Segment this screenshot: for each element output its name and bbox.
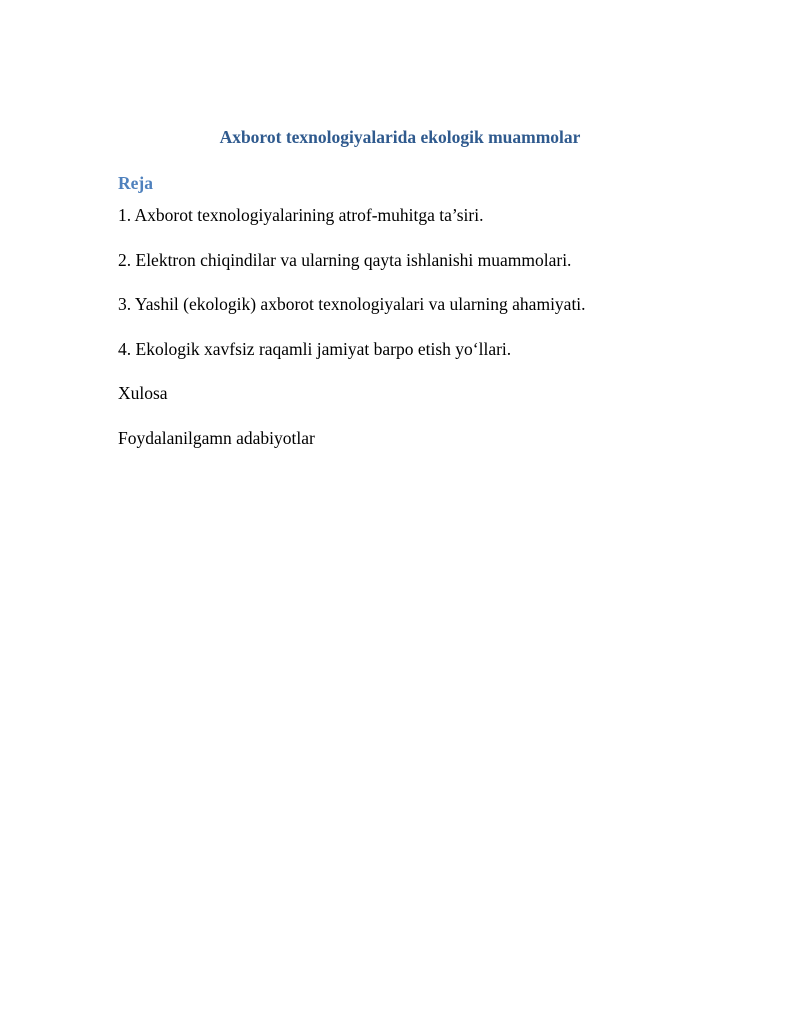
plan-heading: Reja xyxy=(118,173,153,193)
document-title: Axborot texnologiyalarida ekologik muammolar xyxy=(219,127,581,147)
plan-item-4: 4. Ekologik xavfsiz raqamli jamiyat barpo etish yo‘llari. xyxy=(118,338,512,359)
plan-item-references: Foydalanilgamn adabiyotlar xyxy=(118,427,315,448)
plan-item-2: 2. Elektron chiqindilar va ularning qayta ishlanishi muammolari. xyxy=(118,249,572,270)
plan-item-conclusion: Xulosa xyxy=(118,383,168,403)
plan-item-1: 1. Axborot texnologiyalarining atrof-muhitga ta’siri. xyxy=(118,205,484,225)
plan-list xyxy=(118,204,738,471)
plan-item-3: 3. Yashil (ekologik) axborot texnologiyalari va ularning ahamiyati. xyxy=(118,294,586,314)
